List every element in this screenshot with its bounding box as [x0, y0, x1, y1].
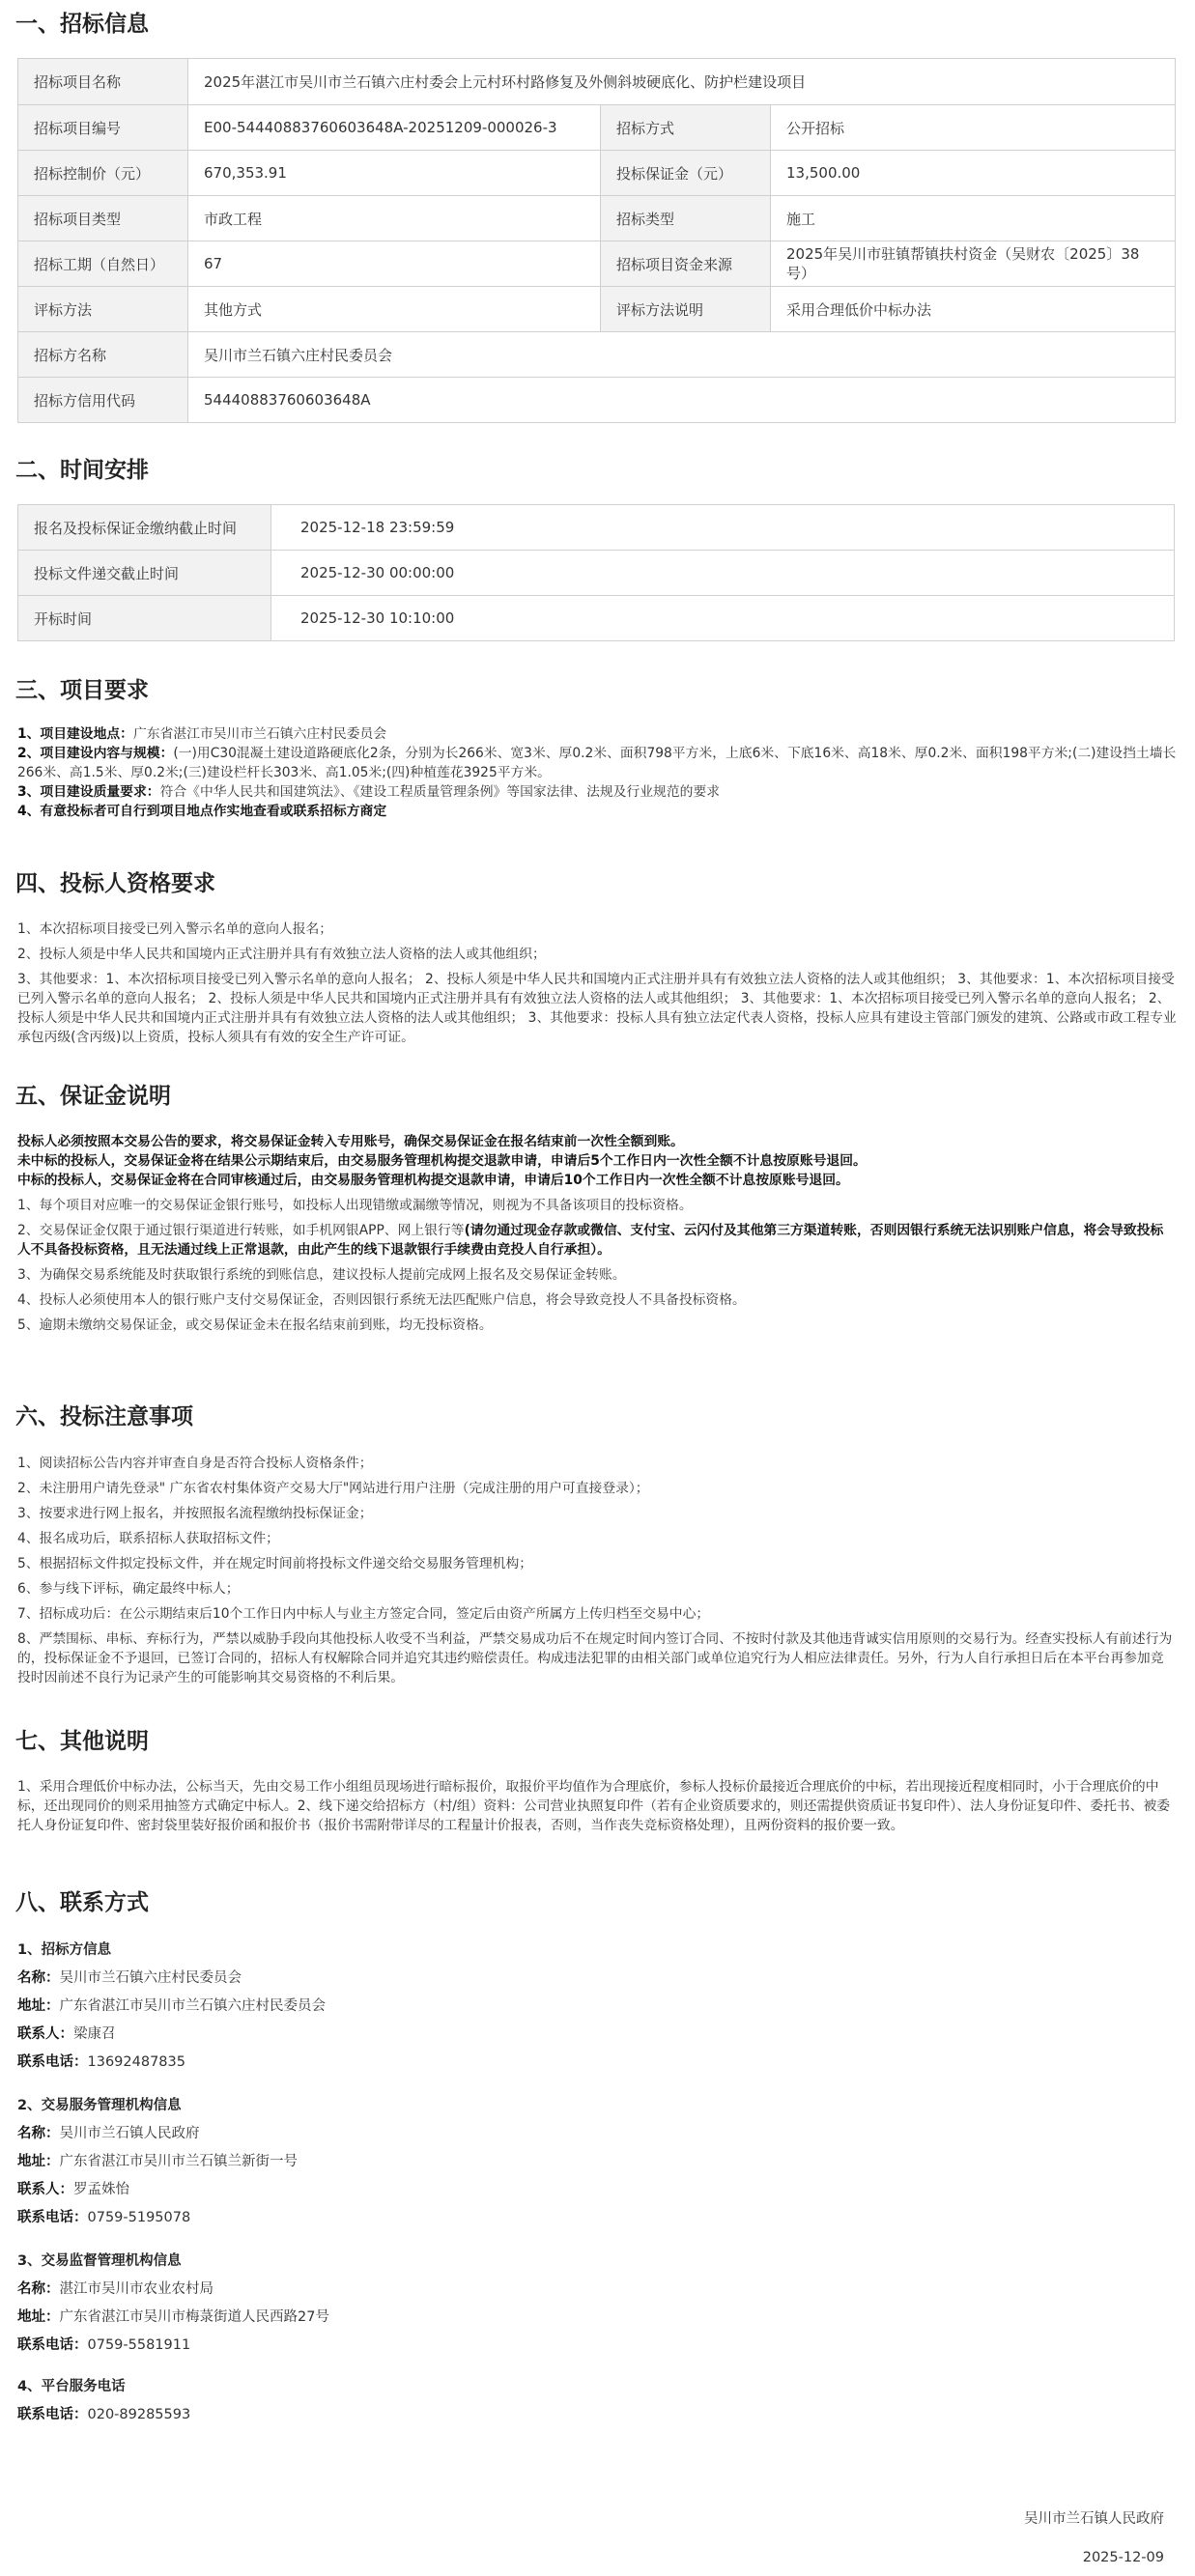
list-item: 6、参与线下评标，确定最终中标人；: [17, 1581, 240, 1597]
contact-line: 名称：吴川市兰石镇六庄村民委员会: [17, 1970, 242, 1986]
deposit-notes: [17, 1132, 1177, 1335]
table-label: 报名及投标保证金缴纳截止时间: [18, 505, 271, 551]
table-label: 投标保证金（元）: [601, 151, 771, 196]
table-label: 开标时间: [18, 596, 271, 641]
other-notes-text: 1、采用合理低价中标办法，公标当天，先由交易工作小组组员现场进行暗标报价，取报价平均值作为合理底价，参标人投标价最接近合理底价的中标，若出现接近程度相同时，小于合理底价的中标，还出现同价的则采用抽签方式确定中标人。2、线下递交给招标方（村/组）资料：公司营业执照复印件（若有企业资质要求的，则还需提供资质证书复印件）、法人身份证复印件、委托书、被委托人身份证复印件、密封袋里装好报价函和报价书（报价书需附带详尽的工程量计价报表，否则，当作丧失竞标资格处理），且两份资料的报价要一致。: [17, 1779, 1171, 1833]
contact-group-service-agency: [17, 2092, 1177, 2232]
table-label: 招标项目类型: [18, 196, 188, 241]
section-title-other-notes: 七、其他说明: [15, 1729, 149, 1754]
table-value: 吴川市兰石镇六庄村民委员会: [188, 332, 1176, 378]
contact-line: 联系人：罗孟姝怡: [17, 2182, 129, 2197]
contact-line: 联系电话：0759-5195078: [17, 2210, 191, 2225]
table-label: 招标工期（自然日）: [18, 241, 188, 287]
table-row: [18, 378, 1176, 423]
list-item: 2、未注册用户请先登录" 广东省农村集体资产交易大厅"网站进行用户注册（完成注册的用户可直接登录）；: [17, 1481, 649, 1496]
table-label: 评标方法: [18, 287, 188, 332]
table-label: 招标方信用代码: [18, 378, 188, 423]
table-value: 2025-12-30 10:10:00: [271, 596, 1175, 641]
table-value: 2025-12-18 23:59:59: [271, 505, 1175, 551]
project-requirements: [17, 724, 1177, 821]
list-item: 2、交易保证金仅限于通过银行渠道进行转账，如手机网银APP、网上银行等(请勿通过现金存款或微信、支付宝、云闪付及其他第三方渠道转账，否则因银行系统无法识别账户信息，将会导致投标人不具备投标资格，且无法通过线上正常退款，由此产生的线下退款银行手续费由竞投人自行承担）。: [17, 1223, 1164, 1258]
contact-line: 地址：广东省湛江市吴川市兰石镇六庄村民委员会: [17, 1998, 326, 2014]
table-value: 市政工程: [188, 196, 601, 241]
table-label: 招标控制价（元）: [18, 151, 188, 196]
table-label: 投标文件递交截止时间: [18, 551, 271, 596]
table-value: 其他方式: [188, 287, 601, 332]
section-title-bidding-notes: 六、投标注意事项: [15, 1404, 193, 1430]
table-row: [18, 105, 1176, 151]
table-value: 2025年湛江市吴川市兰石镇六庄村委会上元村环村路修复及外侧斜坡硬底化、防护栏建设项目: [188, 59, 1176, 105]
contact-line: 名称：湛江市吴川市农业农村局: [17, 2281, 213, 2297]
contact-line: 联系电话：0759-5581911: [17, 2337, 191, 2353]
table-value: 13,500.00: [771, 151, 1176, 196]
table-value: 2025年吴川市驻镇帮镇扶村资金（吴财农〔2025〕38号）: [771, 241, 1176, 287]
section-title-bid-info: 一、招标信息: [15, 12, 149, 37]
list-item: 1、阅读招标公告内容并审查自身是否符合投标人资格条件；: [17, 1456, 373, 1471]
contact-line: 联系电话：13692487835: [17, 2054, 185, 2070]
table-row: [18, 332, 1176, 378]
contact-line: 联系电话：020-89285593: [17, 2407, 191, 2422]
contact-line: 地址：广东省湛江市吴川市兰石镇兰新街一号: [17, 2154, 298, 2169]
list-item: 2、投标人须是中华人民共和国境内正式注册并具有有效独立法人资格的法人或其他组织；: [17, 947, 546, 962]
list-item: 4、报名成功后，联系招标人获取招标文件；: [17, 1531, 279, 1546]
table-row: [18, 287, 1176, 332]
table-row: [18, 241, 1176, 287]
qualification-requirements: [17, 920, 1177, 1047]
list-item: 4、投标人必须使用本人的银行账户支付交易保证金，否则因银行系统无法匹配账户信息，将会导致竞投人不具备投标资格。: [17, 1292, 746, 1308]
deposit-rule: 投标人必须按照本交易公告的要求，将交易保证金转入专用账号，确保交易保证金在报名结束前一次性全额到账。: [17, 1134, 684, 1149]
contact-group-supervisor: [17, 2248, 1177, 2360]
list-item: 3、项目建设质量要求：符合《中华人民共和国建筑法》、《建设工程质量管理条例》等国家法律、法规及行业规范的要求: [17, 784, 721, 800]
contact-group-platform: [17, 2373, 1177, 2429]
table-value: E00-544408837606036​48A-20251209-000026-3: [188, 105, 601, 151]
table-value: 公开招标: [771, 105, 1176, 151]
section-title-schedule: 二、时间安排: [15, 458, 149, 483]
table-value: 采用合理低价中标办法: [771, 287, 1176, 332]
table-label: 招标类型: [601, 196, 771, 241]
contact-group-heading: 2、交易服务管理机构信息: [17, 2098, 182, 2113]
table-value: 2025-12-30 00:00:00: [271, 551, 1175, 596]
list-item: 3、其他要求：1、本次招标项目接受已列入警示名单的意向人报名； 2、投标人须是中华人民共和国境内正式注册并具有有效独立法人资格的法人或其他组织； 3、其他要求：1、本次招标项目接受已列入警示名单的意向人报名； 2、投标人须是中华人民共和国境内正式注册并具有有效独立法人资格的法人或其他组织； 3、其他要求：1、本次招标项目接受已列入警示名单的意向人报名； 2、投标人须是中华人民共和国境内正式注册并具有有效独立法人资格的法人或其他组织； 3、其他要求：投标人具有独立法定代表人资格，投标人应具有建设主管部门颁发的建筑、公路或市政工程专业承包丙级(含丙级)以上资质，投标人须具有有效的安全生产许可证。: [17, 972, 1177, 1045]
contact-line: 联系人：梁康召: [17, 2026, 116, 2042]
contact-group-tenderer: [17, 1937, 1177, 2077]
table-label: 招标方式: [601, 105, 771, 151]
table-row: [18, 551, 1175, 596]
contact-group-heading: 3、交易监督管理机构信息: [17, 2253, 182, 2269]
list-item: 1、项目建设地点：广东省湛江市吴川市兰石镇六庄村民委员会: [17, 726, 387, 742]
bid-info-table: [17, 58, 1176, 423]
table-row: [18, 196, 1176, 241]
section-title-deposit: 五、保证金说明: [15, 1084, 171, 1109]
issue-date: 2025-12-09: [1082, 2550, 1164, 2565]
schedule-table: [17, 504, 1175, 641]
list-item: 2、项目建设内容与规模：(一)用C30混凝土建设道路硬底化2条，分别为长266米、宽3米、厚0.2米、面积798平方米，上底6米、下底16米、高18米、厚0.2米、面积198平方米;(二)建设挡土墙长266米、高1.5米、厚0.2米;(三)建设栏杆长303米、高1.05米;(四)种植莲花3925平方米。: [17, 746, 1177, 780]
table-row: [18, 505, 1175, 551]
table-row: [18, 151, 1176, 196]
list-item: 4、有意投标者可自行到项目地点作实地查看或联系招标方商定: [17, 804, 387, 819]
table-value: 54440883760603648A: [188, 378, 1176, 423]
deposit-rule: 未中标的投标人，交易保证金将在结果公示期结束后，由交易服务管理机构提交退款申请，申请后5个工作日内一次性全额不计息按原账号退回。: [17, 1153, 867, 1169]
table-label: 招标项目资金来源: [601, 241, 771, 287]
table-label: 招标方名称: [18, 332, 188, 378]
contact-line: 地址：广东省湛江市吴川市梅菉街道人民西路27号: [17, 2309, 329, 2325]
list-item: 5、根据招标文件拟定投标文件，并在规定时间前将投标文件递交给交易服务管理机构；: [17, 1556, 533, 1571]
table-label: 评标方法说明: [601, 287, 771, 332]
deposit-rule: 中标的投标人，交易保证金将在合同审核通过后，由交易服务管理机构提交退款申请，申请后10个工作日内一次性全额不计息按原账号退回。: [17, 1173, 849, 1188]
table-row: [18, 596, 1175, 641]
table-row: [18, 59, 1176, 105]
bidding-notes: [17, 1454, 1177, 1687]
section-title-contacts: 八、联系方式: [15, 1890, 149, 1915]
contact-group-heading: 4、平台服务电话: [17, 2379, 126, 2394]
table-value: 67: [188, 241, 601, 287]
list-item: 1、每个项目对应唯一的交易保证金银行账号，如投标人出现错缴或漏缴等情况，则视为不具备该项目的投标资格。: [17, 1198, 693, 1213]
contact-line: 名称：吴川市兰石镇人民政府: [17, 2126, 200, 2141]
list-item: 3、按要求进行网上报名，并按照报名流程缴纳投标保证金；: [17, 1506, 373, 1521]
list-item: 1、本次招标项目接受已列入警示名单的意向人报名；: [17, 921, 333, 937]
section-title-project-requirements: 三、项目要求: [15, 678, 149, 703]
list-item: 3、为确保交易系统能及时获取银行系统的到账信息，建议投标人提前完成网上报名及交易保证金转账。: [17, 1267, 626, 1283]
issuer-name: 吴川市兰石镇人民政府: [1024, 2511, 1164, 2527]
section-title-qualification: 四、投标人资格要求: [15, 871, 215, 896]
other-notes: [17, 1777, 1177, 1835]
table-label: 招标项目编号: [18, 105, 188, 151]
list-item: 5、逾期未缴纳交易保证金，或交易保证金未在报名结束前到账，均无投标资格。: [17, 1317, 493, 1333]
table-value: 670,353.91: [188, 151, 601, 196]
table-value: 施工: [771, 196, 1176, 241]
table-label: 招标项目名称: [18, 59, 188, 105]
contact-group-heading: 1、招标方信息: [17, 1942, 112, 1958]
list-item: 7、招标成功后：在公示期结束后10个工作日内中标人与业主方签定合同，签定后由资产所属方上传归档至交易中心；: [17, 1606, 710, 1622]
list-item: 8、严禁围标、串标、弃标行为，严禁以威胁手段向其他投标人收受不当利益，严禁交易成功后不在规定时间内签订合同、不按时付款及其他违背诚实信用原则的交易行为。经查实投标人有前述行为的，投标保证金不予退回，已签订合同的，招标人有权解除合同并追究其违约赔偿责任。构成违法犯罪的由相关部门或单位追究行为人相应法律责任。另外，行为人自行承担日后在本平台再参加竞投时因前述不良行为记录产生的可能影响其交易资格的不利后果。: [17, 1631, 1173, 1685]
